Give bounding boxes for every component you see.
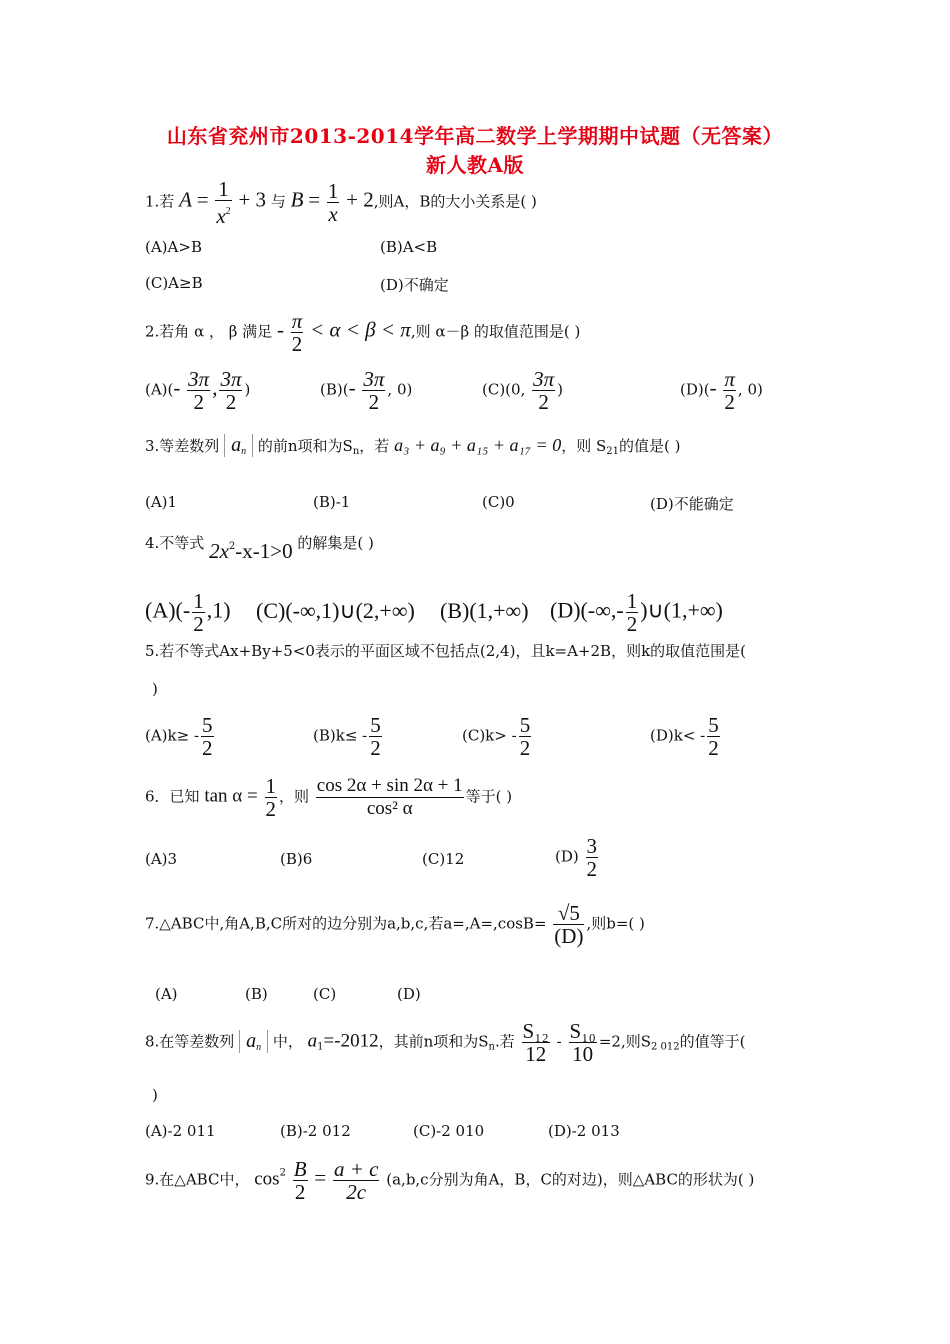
page-title: 山东省兖州市2013-2014学年高二数学上学期期中试题（无答案） (166, 124, 784, 148)
q3-sequence (224, 434, 253, 457)
q8-prefix: 8.在等差数列 (145, 1032, 235, 1051)
q7-option-d: (D) (397, 985, 421, 1003)
q3-suffix: ，则 S (561, 437, 607, 455)
q2-option-a: (A)(- $\frac{3\pi}{2}$ , $\frac{3\pi}{2}$ ) (145, 367, 251, 414)
q5-d-den: 2 (708, 736, 719, 760)
q3-seq-letter: a (231, 434, 242, 456)
q1-num-2: 1 (327, 179, 339, 203)
q2-inequality: < α < β < π (310, 317, 411, 342)
q8-option-d: (D)-2 013 (548, 1122, 620, 1140)
q1-var-b: B (290, 187, 304, 212)
q9-frac-2 (333, 1158, 380, 1203)
q8-option-c: (C)-2 010 (413, 1122, 485, 1140)
q5-a-label: (A)k≥ - (145, 726, 200, 745)
q2-c-label: (C)(0, (482, 380, 526, 399)
q6-option-b: (B)6 (280, 850, 313, 868)
q5-a-num: 5 (202, 713, 213, 737)
q3-suffix-sub: 21 (606, 446, 619, 457)
q2-d-end: , 0) (737, 380, 763, 399)
q6-mid: ，则 (279, 787, 310, 806)
q8-a1-sub: 1 (317, 1041, 324, 1053)
q5-a-den: 2 (202, 736, 213, 760)
q1-and: 与 (270, 192, 286, 211)
q8-den-1: 12 (525, 1042, 547, 1066)
q8-mid-2-sub: n (488, 1041, 495, 1053)
q2-c-den: 2 (538, 390, 549, 414)
q4-d-den: 2 (626, 612, 638, 636)
q6-frac-1 (265, 775, 278, 820)
q4-expr-2: -x-1>0 (235, 539, 293, 563)
q1-den-2: x (328, 202, 338, 226)
q9-frac-1 (293, 1158, 308, 1203)
q5-b-label: (B)k≤ - (313, 726, 368, 745)
q6-option-a: (A)3 (145, 850, 178, 868)
q6-d-frac (586, 835, 599, 880)
q3-option-b: (B)-1 (313, 493, 351, 511)
q4-option-c: (C)(-∞,1)∪(2,+∞) (256, 598, 415, 623)
q2-d-den: 2 (724, 390, 735, 414)
q4-a-den: 2 (193, 612, 204, 636)
q2-b-end: , 0) (387, 380, 413, 399)
q2-prefix: 2.若角 α ， β 满足 (145, 322, 273, 341)
question-7 (145, 902, 645, 947)
q3-seq-sub: n (241, 446, 247, 457)
q2-b-den: 2 (368, 390, 380, 414)
q6-d-label: (D) (555, 847, 579, 866)
q4-expression (209, 539, 293, 563)
q9-num-2: a + c (333, 1157, 379, 1181)
q8-seq-letter: a (246, 1029, 257, 1052)
q2-a-frac-2 (219, 368, 242, 413)
q7-prefix: 7.△ABC中,角A,B,C所对的边分别为a,b,c,若a=,A=,cosB= (145, 914, 547, 933)
q5-d-label: (D)k< - (650, 726, 706, 745)
q1-option-c: (C)A≥B (145, 274, 203, 292)
q4-prefix: 4.不等式 (145, 534, 205, 552)
q1-var-a: A (179, 187, 192, 212)
q4-a-frac (192, 590, 205, 635)
q1-option-d: (D)不确定 (380, 276, 449, 294)
question-6 (145, 775, 512, 820)
q2-b-label: (B)( (320, 380, 349, 399)
q1-equals: = (196, 187, 209, 212)
q5-b-frac (369, 714, 382, 759)
q7-option-b: (B) (245, 985, 268, 1003)
q9-den-1: 2 (294, 1180, 306, 1204)
q8-frac-2 (569, 1020, 597, 1065)
q5-c-frac (519, 714, 532, 759)
q8-frac-1 (522, 1020, 550, 1065)
q1-option-b: (B)A<B (380, 238, 438, 256)
q9-num-1: B (293, 1157, 307, 1181)
q9-prefix: 9.在△ABC中， (145, 1170, 250, 1189)
page-subtitle: 新人教A版 (425, 153, 525, 177)
q1-exponent: 2 (225, 206, 231, 217)
q3-condition: a₃ + a₉ + a₁₅ + a₁₇ = 0 (394, 435, 562, 455)
q5-line-2: ) (152, 680, 158, 698)
question-4 (145, 529, 374, 563)
q3-option-c: (C)0 (482, 493, 515, 511)
q9-equals: = (314, 1165, 327, 1190)
q3-mid-sub: n (352, 446, 360, 457)
q8-seq-sub: n (256, 1041, 262, 1053)
q8-suffix-sub: 2 012 (651, 1041, 680, 1053)
question-8 (145, 1020, 746, 1065)
q1-fraction-1 (215, 178, 231, 227)
q6-suffix: 等于( ) (465, 787, 513, 806)
q8-a1-value: =-2012 (323, 1030, 379, 1052)
q4-a-num: 1 (193, 589, 204, 613)
q6-d-den: 2 (586, 857, 598, 881)
question-2 (145, 310, 580, 355)
q1-fraction-2 (327, 180, 340, 225)
q3-comma: ，若 (359, 437, 390, 455)
q9-cos: cos (254, 1168, 280, 1190)
q1-den-1: x (216, 204, 226, 228)
q1-option-a: (A)A>B (145, 238, 202, 256)
q3-prefix: 3.等差数列 (145, 437, 220, 455)
q2-d-num: π (724, 367, 735, 391)
q3-option-a: (A)1 (145, 493, 178, 511)
q2-num: π (291, 309, 303, 333)
q4-d-label: (D)(-∞,- (550, 597, 624, 623)
q4-a-label: (A)(- (145, 597, 191, 623)
q6-frac-2 (316, 775, 464, 820)
q4-option-d (550, 590, 723, 635)
q2-a-den-1: 2 (193, 390, 204, 414)
q5-d-num: 5 (708, 713, 719, 737)
q9-exponent: 2 (279, 1167, 286, 1179)
q4-option-b: (B)(1,+∞) (440, 598, 529, 623)
q5-option-b (313, 714, 384, 759)
q2-c-frac (532, 368, 555, 413)
q9-den-2: 2c (346, 1180, 367, 1204)
q6-num-2: cos 2α + sin 2α + 1 (316, 775, 463, 796)
q6-option-d (555, 835, 600, 880)
q2-c-num: 3π (533, 367, 555, 391)
q8-mid-3: .若 (494, 1032, 515, 1051)
q8-den-2: 10 (572, 1042, 594, 1066)
q7-option-a: (A) (155, 985, 178, 1003)
q4-d-num: 1 (626, 589, 638, 613)
q4-a-end: ,1) (206, 597, 231, 623)
q6-d-num: 3 (586, 834, 598, 858)
q2-minus: - (276, 317, 284, 342)
q2-a-label: (A)( (145, 380, 174, 399)
q6-num-1: 1 (265, 774, 276, 798)
q3-option-d: (D)不能确定 (650, 495, 734, 513)
q2-fraction (291, 310, 304, 355)
q8-option-a: (A)-2 011 (145, 1122, 216, 1140)
question-3 (145, 434, 680, 457)
q4-d-frac (626, 590, 639, 635)
q3-tail: 的值是( ) (618, 437, 681, 455)
q2-suffix: ,则 α－β 的取值范围是( ) (410, 322, 581, 341)
q2-option-d: (D)(- $\frac{\pi}{2}$ , 0) (680, 367, 763, 414)
q2-b-frac (362, 368, 385, 413)
q7-frac (553, 902, 584, 947)
q8-num-2: S₁₀ (569, 1019, 596, 1043)
q8-a1: a (307, 1030, 318, 1052)
q9-suffix: (a,b,c分别为角A，B，C的对边)，则△ABC的形状为( ) (386, 1170, 755, 1189)
q4-d-end: )∪(1,+∞) (640, 597, 723, 623)
q5-c-den: 2 (519, 736, 531, 760)
q7-option-c: (C) (313, 985, 337, 1003)
q2-d-frac (723, 368, 736, 413)
q2-a-den-2: 2 (225, 390, 237, 414)
q4-exponent: 2 (228, 541, 236, 552)
q2-a-num-2: 3π (220, 367, 242, 391)
q1-prefix: 1.若 (145, 192, 175, 211)
q5-a-frac (201, 714, 214, 759)
q2-d-label: (D)( (680, 380, 710, 399)
q5-c-label: (C)k> - (462, 726, 517, 745)
q8-sequence (239, 1030, 268, 1053)
q1-suffix: ,则A，B的大小关系是( ) (373, 192, 537, 211)
q5-b-den: 2 (370, 736, 381, 760)
q5-c-num: 5 (519, 713, 531, 737)
q7-suffix: ,则b=( ) (586, 914, 645, 933)
q2-a-num-1: 3π (188, 367, 210, 391)
q8-line-2: ) (152, 1086, 158, 1104)
q5-option-d (650, 714, 722, 759)
q8-num-1: S₁₂ (522, 1019, 549, 1043)
q5-b-num: 5 (370, 713, 381, 737)
q5-d-frac (707, 714, 720, 759)
q2-c-end: ) (557, 380, 564, 399)
q1-num-1: 1 (215, 178, 231, 201)
q8-minus: - (556, 1032, 562, 1051)
q2-option-b: (B)(- $\frac{3\pi}{2}$ , 0) (320, 367, 413, 414)
q5-option-c (462, 714, 533, 759)
q2-b-num: 3π (363, 367, 385, 391)
q4-expr: 2x (209, 539, 229, 563)
question-9 (145, 1158, 754, 1203)
q1-plus-2: + 2 (346, 187, 374, 212)
question-5: 5.若不等式Ax+By+5<0表示的平面区域不包括点(2,4)，且k=A+2B，则k的取值范围是( (145, 642, 747, 660)
q8-tail: 的值等于( (679, 1032, 746, 1051)
q7-den: (D) (554, 924, 584, 948)
q8-suffix: =2,则S (598, 1032, 651, 1051)
q6-option-c: (C)12 (422, 850, 465, 868)
q2-option-c (482, 368, 563, 413)
q6-den-1: 2 (265, 797, 276, 821)
q4-suffix: 的解集是( ) (297, 534, 374, 552)
q7-num: √5 (553, 902, 584, 925)
q4-option-a (145, 590, 231, 635)
q8-mid: 中， (272, 1032, 303, 1051)
q2-a-frac-1 (187, 368, 210, 413)
q2-den: 2 (291, 332, 303, 356)
q8-mid-2: ，其前n项和为S (378, 1032, 489, 1051)
q1-plus-3: + 3 (238, 187, 267, 212)
q6-den-2: cos² α (366, 798, 413, 819)
q6-prefix: 6．已知 (145, 787, 200, 806)
q6-tan: tan α = (204, 785, 258, 807)
q8-option-b: (B)-2 012 (280, 1122, 351, 1140)
q3-mid: 的前n项和为S (257, 437, 353, 455)
question-1: 1.若 A = $\frac{1}{x^2}$ + 3 与 B = $\frac{1}{x}$ + 2,则A，B的大小关系是( ) (145, 177, 537, 228)
q5-option-a (145, 714, 216, 759)
